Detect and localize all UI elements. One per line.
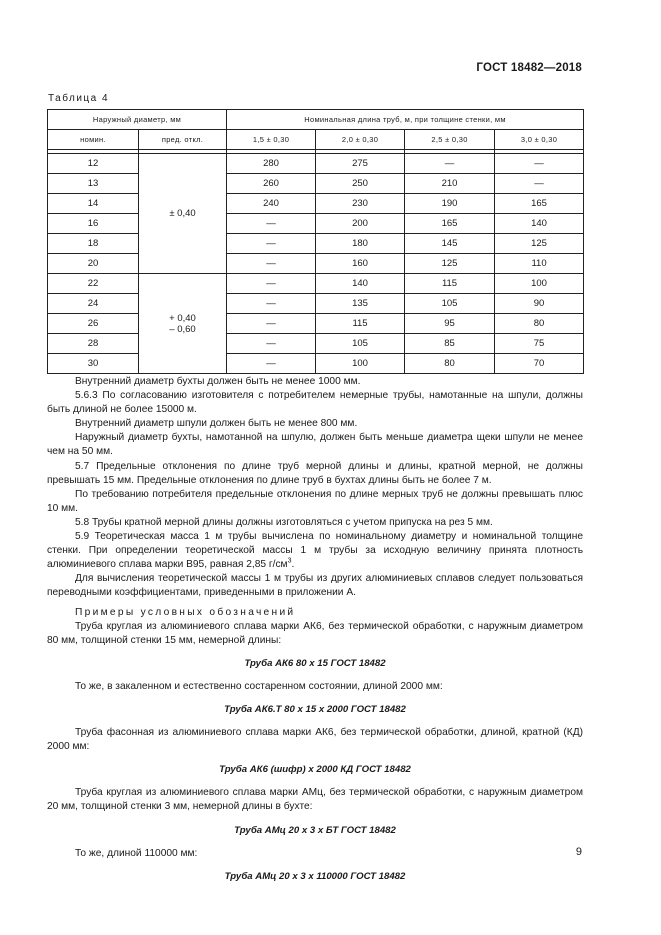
length-cell: —	[227, 314, 316, 334]
body-text	[47, 375, 583, 893]
table-row	[48, 354, 584, 374]
example-designation: Труба АК6 (шифр) х 2000 КД ГОСТ 18482	[219, 764, 411, 776]
length-cell: —	[227, 354, 316, 374]
diameter-cell: 24	[48, 294, 139, 314]
example-description: Труба круглая из алюминиевого сплава марки АК6, без термической обработки, с наружным диаметром 80 мм, толщиной стенки 15 мм, немерной длины:	[47, 620, 583, 646]
example-designation: Труба АК6.Т 80 х 15 х 2000 ГОСТ 18482	[224, 703, 406, 715]
length-cell: 115	[405, 274, 495, 294]
paragraph: Внутренний диаметр шпули должен быть не менее 800 мм.	[75, 418, 358, 430]
length-cell: 115	[316, 314, 405, 334]
length-cell: 165	[495, 194, 584, 214]
length-table	[47, 109, 584, 374]
length-cell: 135	[316, 294, 405, 314]
header-wall-3: 2,5 ± 0,30	[405, 130, 495, 150]
diameter-cell: 20	[48, 254, 139, 274]
table-row	[48, 254, 584, 274]
table-row	[48, 174, 584, 194]
header-wall-1: 1,5 ± 0,30	[227, 130, 316, 150]
length-cell: 75	[495, 334, 584, 354]
length-cell: —	[227, 294, 316, 314]
length-cell: 190	[405, 194, 495, 214]
length-cell: 125	[495, 234, 584, 254]
length-cell: 275	[316, 154, 405, 174]
length-cell: —	[227, 234, 316, 254]
diameter-cell: 16	[48, 214, 139, 234]
example-designation: Труба АМц 20 х 3 х БТ ГОСТ 18482	[234, 824, 396, 836]
length-cell: 140	[495, 214, 584, 234]
length-cell: 110	[495, 254, 584, 274]
length-cell: —	[405, 154, 495, 174]
header-outer-diameter: Наружный диаметр, мм	[48, 110, 227, 130]
length-cell: —	[227, 214, 316, 234]
tolerance-cell: ± 0,40	[139, 154, 227, 274]
length-cell: 80	[495, 314, 584, 334]
diameter-cell: 22	[48, 274, 139, 294]
paragraph: Наружный диаметр бухты, намотанной на шпулю, должен быть меньше диаметра щеки шпули не менее чем на 50 мм.	[47, 432, 583, 458]
paragraph: 5.7 Предельные отклонения по длине труб мерной длины и длины, кратной мерной, не должны превышать 15 мм. Предельные отклонения по длине труб в бухтах длины быть не более 7 м.	[47, 460, 583, 486]
paragraph: Внутренний диаметр бухты должен быть не менее 1000 мм.	[75, 376, 361, 387]
diameter-cell: 18	[48, 234, 139, 254]
tolerance-cell	[139, 274, 227, 374]
length-cell: 80	[405, 354, 495, 374]
length-cell: —	[227, 274, 316, 294]
paragraph: По требованию потребителя предельные отклонения по длине мерных труб не должны превышать плюс 10 мм.	[47, 488, 583, 514]
length-cell: 100	[316, 354, 405, 374]
paragraph: 5.8 Трубы кратной мерной длины должны изготовляться с учетом припуска на рез 5 мм.	[75, 516, 493, 528]
table-row	[48, 194, 584, 214]
length-cell: 125	[405, 254, 495, 274]
paragraph: 5.6.3 По согласованию изготовителя с потребителем немерные трубы, намотанные на шпули, должны быть длиной не более 15000 м.	[47, 390, 583, 416]
diameter-cell: 12	[48, 154, 139, 174]
length-cell: 180	[316, 234, 405, 254]
diameter-cell: 26	[48, 314, 139, 334]
table-caption: Таблица 4	[48, 93, 110, 104]
table-row	[48, 334, 584, 354]
standard-header: ГОСТ 18482—2018	[476, 62, 582, 74]
example-description: Труба круглая из алюминиевого сплава марки АМц, без термической обработки, с наружным диаметром 20 мм, толщиной стенки 3 мм, немерной длины в бухте:	[47, 787, 583, 813]
tolerance-plus: + 0,40	[169, 312, 196, 324]
length-cell: 70	[495, 354, 584, 374]
example-description: То же, длиной 110000 мм:	[75, 847, 198, 859]
header-nominal-length: Номинальная длина труб, м, при толщине стенки, мм	[227, 110, 584, 130]
superscript: 3	[287, 557, 292, 565]
table-row	[48, 214, 584, 234]
header-tolerance: пред. откл.	[139, 130, 227, 150]
paragraph-end: .	[291, 559, 295, 571]
length-cell: 165	[405, 214, 495, 234]
tolerance-minus: – 0,60	[169, 323, 196, 335]
length-cell: —	[495, 174, 584, 194]
length-cell: 250	[316, 174, 405, 194]
example-description: То же, в закаленном и естественно состаренном состоянии, длиной 2000 мм:	[75, 680, 443, 692]
length-cell: 240	[227, 194, 316, 214]
table-row	[48, 294, 584, 314]
example-designation: Труба АМц 20 х 3 х 110000 ГОСТ 18482	[224, 870, 406, 882]
header-nominal: номин.	[48, 130, 139, 150]
length-cell: 200	[316, 214, 405, 234]
length-cell: 260	[227, 174, 316, 194]
table-row	[48, 274, 584, 294]
length-cell: 160	[316, 254, 405, 274]
length-cell: 95	[405, 314, 495, 334]
example-description: Труба фасонная из алюминиевого сплава марки АК6, без термической обработки, длиной, кратной (КД) 2000 мм:	[47, 727, 583, 753]
length-cell: 280	[227, 154, 316, 174]
examples-title: Примеры условных обозначений	[75, 606, 296, 618]
length-cell: —	[227, 334, 316, 354]
diameter-cell: 28	[48, 334, 139, 354]
table-row	[48, 234, 584, 254]
length-cell: 100	[495, 274, 584, 294]
length-cell: 105	[316, 334, 405, 354]
page-number: 9	[575, 846, 582, 858]
length-cell: 230	[316, 194, 405, 214]
length-cell: —	[495, 154, 584, 174]
paragraph: Для вычисления теоретической массы 1 м трубы из других алюминиевых сплавов следует пользоваться переводными коэффициентами, приведенными в приложении А.	[47, 573, 583, 599]
length-cell: 85	[405, 334, 495, 354]
diameter-cell: 30	[48, 354, 139, 374]
table-row	[48, 154, 584, 174]
diameter-cell: 13	[48, 174, 139, 194]
header-wall-2: 2,0 ± 0,30	[316, 130, 405, 150]
length-cell: 210	[405, 174, 495, 194]
table-row	[48, 314, 584, 334]
paragraph-text: 5.9 Теоретическая масса 1 м трубы вычислена по номинальному диаметру и номинальной толщине стенки. При определении теоретической массы 1 м трубы за исходную величину принята плотность алюминиевого сплава марки В95, равная 2,85 г/см	[47, 531, 583, 571]
header-wall-4: 3,0 ± 0,30	[495, 130, 584, 150]
example-designation: Труба АК6 80 х 15 ГОСТ 18482	[244, 657, 386, 669]
length-cell: 105	[405, 294, 495, 314]
paragraph	[47, 530, 583, 572]
diameter-cell: 14	[48, 194, 139, 214]
length-cell: 140	[316, 274, 405, 294]
length-cell: —	[227, 254, 316, 274]
length-cell: 90	[495, 294, 584, 314]
length-cell: 145	[405, 234, 495, 254]
